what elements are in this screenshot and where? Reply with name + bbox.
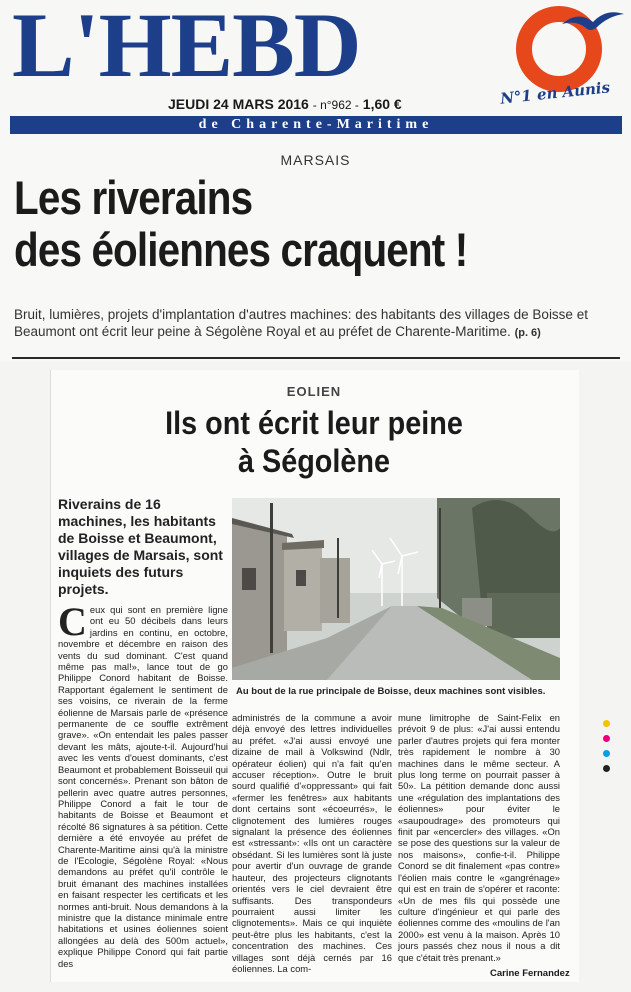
article-column-1-text: eux qui sont en première ligne ont eu 50 décibels dans leurs jardins en continu, en octobre, novembre et décembre en raison des vents du sud dominant. C'est quand même pas mal!», lance tout de go Philippe Conord habitant de Boisse. Rapportant également le sentiment de ses voisins, ce riverain de la ferme éolienne de Marsais parle de «présence permanente de ce souffle extrêment grave». «On entendait les pales passer devant les mâts, ajoute-t-il. Aujourd'hui avec les vents d'ouest dominants, c'est Beaumont et probablement Boisseuil qui sont concernés». Prenant son bâton de pellerin avec quatre autres personnes, Philippe Conord a fait le tour de habitants de Boisse et Beaumont et récolté 86 signatures à sa pétition. Cette dernière a été envoyée au préfet de Charente-Maritime ainsi qu'à la ministre de l'Ecologie, Ségolène Royal: «Nous demandons au préfet qu'il contrôle le bruit émanant des machines installées en faisant respecter les certificats et les normes anti-bruit. Nous demandons à la ministre que la distance minimale entre habitations et usines éoliennes soient allongées au delà des 500m actuel», explique Philippe Conord qui fait partie des [58, 604, 228, 969]
logo-text: L'HEBD [12, 0, 361, 96]
front-headline-line2: des éoliennes craquent ! [14, 223, 468, 276]
author-byline: Carine Fernandez [490, 968, 570, 979]
front-kicker: MARSAIS [280, 152, 351, 168]
front-dek-page-ref: (p. 6) [514, 327, 541, 339]
drop-cap: C [58, 599, 87, 644]
issue-number: - n°962 - [312, 98, 359, 112]
article-column-3: mune limitrophe de Saint-Felix en prévoit 9 de plus: «J'ai aussi entendu parler d'autres projets qui fera monter très rapidement le nombre à 30 machines dans le même secteur. A plus long terme on pourrait passer à 50». La pétition demande donc aussi une «régulation des implantations des éoliennes» pour éviter le «saupoudrage» des promoteurs qui finit par «encercler» des villages. «On se pose des questions sur la valeur de nos maisons», confie-t-il. Philippe Conord se dit finalement «pas contre» l'éolien mais contre le «gangrénage» qui est en train de s'opérer et raconte: «Un de mes fils qui possède une culture d'ingénieur et qui parle des éoliennes comme des «moulins de l'an 2000» est venu à la maison. Après 10 jours passés chez nous il nous a dit que c'était très prenant.» [398, 712, 560, 963]
front-headline [14, 172, 530, 276]
seagull-icon [560, 4, 626, 40]
region-bar: de Charente-Maritime [10, 116, 622, 134]
article-headline-line1: Ils ont écrit leur peine [165, 405, 463, 441]
tagline: N°1 en Aunis [499, 78, 611, 108]
article-intro: Riverains de 16 machines, les habitants de Boisse et Beaumont, villages de Marsais, sont inquiets des futurs projets. [58, 496, 223, 597]
article-column-2: administrés de la commune a avoir déjà envoyé des lettres individuelles au préfet. «J'ai aussi envoyé une dizaine de mail à Volkswind (Ndlr, opérateur éolien) qui n'a fait qu'en accuser réception». Outre le bruit sourd qualifié d'«oppressant» qui fait «fermer les fenêtres» aux habitants dont certains sont «écoeurrés», le clignotement des lumières rouges signalant la présence des éoliennes est «stressant»: «Ils ont un caractère obsédant. Si les lumières sont là juste pour avertir d'un ouvrage de grande hauteur, des projecteurs clignotants orientés vers le ciel devraient être suffisants. Des transpondeurs pourraient aussi limiter les clignotements». Mais ce qui inquiète peut-être plus les habitants, c'est la concentration des machines. Ces villages sont déjà cernés par 16 éoliennes. La com- [232, 712, 392, 974]
article-kicker: EOLIEN [286, 384, 342, 399]
issue-date: JEUDI 24 MARS 2016 [168, 96, 309, 112]
photo-caption: Au bout de la rue principale de Boisse, deux machines sont visibles. [236, 686, 546, 697]
street-photo [232, 498, 560, 680]
article-headline [76, 404, 551, 480]
issue-info [168, 96, 402, 112]
front-dek [14, 306, 614, 342]
issue-price: 1,60 € [362, 96, 402, 112]
front-headline-line1: Les riverains [14, 171, 253, 224]
front-dek-text: Bruit, lumières, projets d'implantation d'autres machines: des habitants des villages de Boisse et Beaumont ont écrit leur peine à Ségolène Royal et au préfet de Charente-Maritime. [14, 307, 588, 339]
print-color-marks [603, 720, 610, 780]
newspaper-logo [12, 0, 360, 98]
section-divider [12, 357, 620, 359]
article-headline-line2: à Ségolène [237, 443, 391, 479]
article-column-1 [58, 599, 228, 969]
